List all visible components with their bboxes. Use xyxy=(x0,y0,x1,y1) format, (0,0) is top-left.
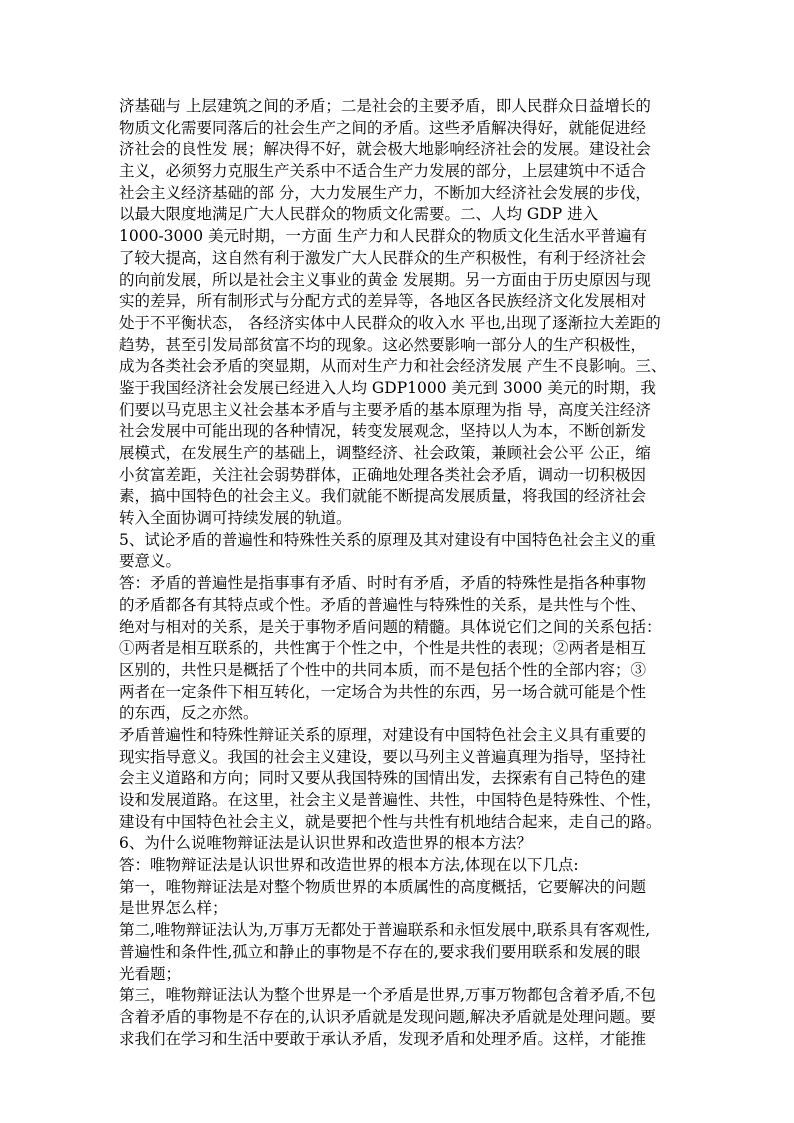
text-line: 展模式，在发展生产的基础上，调整经济、社会政策，兼顾社会公平 公正，缩 xyxy=(119,444,651,462)
text-line: 设和发展道路。在这里，社会主义是普遍性、共性，中国特色是特殊性、个性， xyxy=(119,791,662,809)
text-line: 转入全面协调可持续发展的轨道。 xyxy=(119,509,352,528)
text-line: 求我们在学习和生活中要敢于承认矛盾，发现矛盾和处理矛盾。这样，才能推 xyxy=(119,1029,647,1048)
text-line: 实的差异，所有制形式与分配方式的差异等，各地区各民族经济文化发展相对 xyxy=(119,292,647,311)
text-line: 第二,唯物辩证法认为,万事万无都处于普遍联系和永恒发展中,联系具有客观性, xyxy=(119,921,651,940)
text-line: 社会发展中可能出现的各种情况，转变发展观念，坚持以人为本，不断创新发 xyxy=(119,422,647,441)
text-line: 建设有中国特色社会主义，就是要把个性与共性有机地结合起来，走自己的路。 xyxy=(119,812,662,831)
text-line: 现实指导意义。我国的社会主义建设，要以马列主义普遍真理为指导，坚持社 xyxy=(119,747,647,766)
text-line: 社会主义经济基础的部 分，大力发展生产力，不断加大经济社会发展的步伐， xyxy=(119,183,651,202)
text-line: 以最大限度地满足广大人民群众的物质文化需要。二、人均 GDP 进入 xyxy=(119,205,599,224)
text-line: 的矛盾都各有其特点或个性。矛盾的普遍性与特殊性的关系，是共性与个性、 xyxy=(119,595,647,614)
text-line: 物质文化需要同落后的社会生产之间的矛盾。这些矛盾解决得好，就能促进经 xyxy=(119,118,647,137)
text-line: 绝对与相对的关系，是关于事物矛盾问题的精髓。具体说它们之间的关系包括： xyxy=(119,617,662,636)
text-line: 济基础与 上层建筑之间的矛盾；二是社会的主要矛盾，即人民群众日益增长的 xyxy=(119,97,651,115)
text-line: 答：矛盾的普遍性是指事事有矛盾、时时有矛盾，矛盾的特殊性是指各种事物 xyxy=(119,574,647,593)
text-line: 光看题； xyxy=(119,964,182,983)
text-line: 主义，必须努力克服生产关系中不适合生产力发展的部分，上层建筑中不适合 xyxy=(119,162,647,181)
text-line: ①两者是相互联系的，共性寓于个性之中，个性是共性的表现；②两者是相互 xyxy=(119,639,647,658)
text-line: 要意义。 xyxy=(119,552,182,571)
text-line: 第三，唯物辩证法认为整个世界是一个矛盾是世界,万事万物都包含着矛盾,不包 xyxy=(119,986,656,1005)
text-line: 1000-3000 美元时期，一方面 生产力和人民群众的物质文化生活水平普遍有 xyxy=(119,227,647,246)
text-line: 成为各类社会矛盾的突显期，从而对生产力和社会经济发展 产生不良影响。三、 xyxy=(119,357,667,376)
text-line: 矛盾普遍性和特殊性辩证关系的原理，对建设有中国特色社会主义具有重要的 xyxy=(119,725,647,744)
text-line: 小贫富差距，关注社会弱势群体，正确地处理各类社会矛盾，调动一切积极因 xyxy=(119,465,647,484)
text-line: 5、试论矛盾的普遍性和特殊性关系的原理及其对建设有中国特色社会主义的重 xyxy=(119,530,656,549)
text-line: 是世界怎么样； xyxy=(119,899,228,918)
text-line: 普遍性和条件性,孤立和静止的事物是不存在的,要求我们要用联系和发展的眼 xyxy=(119,942,641,961)
text-line: 第一，唯物辩证法是对整个物质世界的本质属性的高度概括，它要解决的问题 xyxy=(119,877,647,896)
text-line: 的向前发展，所以是社会主义事业的黄金 发展期。另一方面由于历史原因与现 xyxy=(119,270,651,289)
text-line: 会主义道路和方向；同时又要从我国特殊的国情出发，去探索有自己特色的建 xyxy=(119,769,647,788)
text-line: 济社会的良性发 展；解决得不好，就会极大地影响经济社会的发展。建设社会 xyxy=(119,140,651,159)
text-line: 区别的，共性只是概括了个性中的共同本质，而不是包括个性的全部内容；③ xyxy=(119,660,647,679)
text-line: 鉴于我国经济社会发展已经进入人均 GDP1000 美元到 3000 美元的时期，我 xyxy=(119,378,656,397)
text-line: 的东西，反之亦然。 xyxy=(119,704,259,723)
document-page xyxy=(119,96,679,1050)
text-line: 处于不平衡状态， 各经济实体中人民群众的收入水 平也,出现了逐渐拉大差距的 xyxy=(119,313,661,332)
text-line: 两者在一定条件下相互转化，一定场合为共性的东西，另一场合就可能是个性 xyxy=(119,682,647,701)
text-line: 了较大提高，这自然有利于激发广大人民群众的生产积极性，有利于经济社会 xyxy=(119,248,647,267)
text-line: 素，搞中国特色的社会主义。我们就能不断提高发展质量，将我国的经济社会 xyxy=(119,487,647,506)
text-line: 含着矛盾的事物是不存在的,认识矛盾就是发现问题,解决矛盾就是处理问题。要 xyxy=(119,1007,656,1026)
text-line: 6、为什么说唯物辩证法是认识世界和改造世界的根本方法？ xyxy=(119,834,532,853)
text-line: 趋势，甚至引发局部贫富不均的现象。这必然要影响一部分人的生产积极性， xyxy=(119,335,647,354)
text-line: 答：唯物辩证法是认识世界和改造世界的根本方法,体现在以下几点: xyxy=(119,856,579,875)
text-line: 们要以马克思主义社会基本矛盾与主要矛盾的基本原理为指 导，高度关注经济 xyxy=(119,400,651,419)
